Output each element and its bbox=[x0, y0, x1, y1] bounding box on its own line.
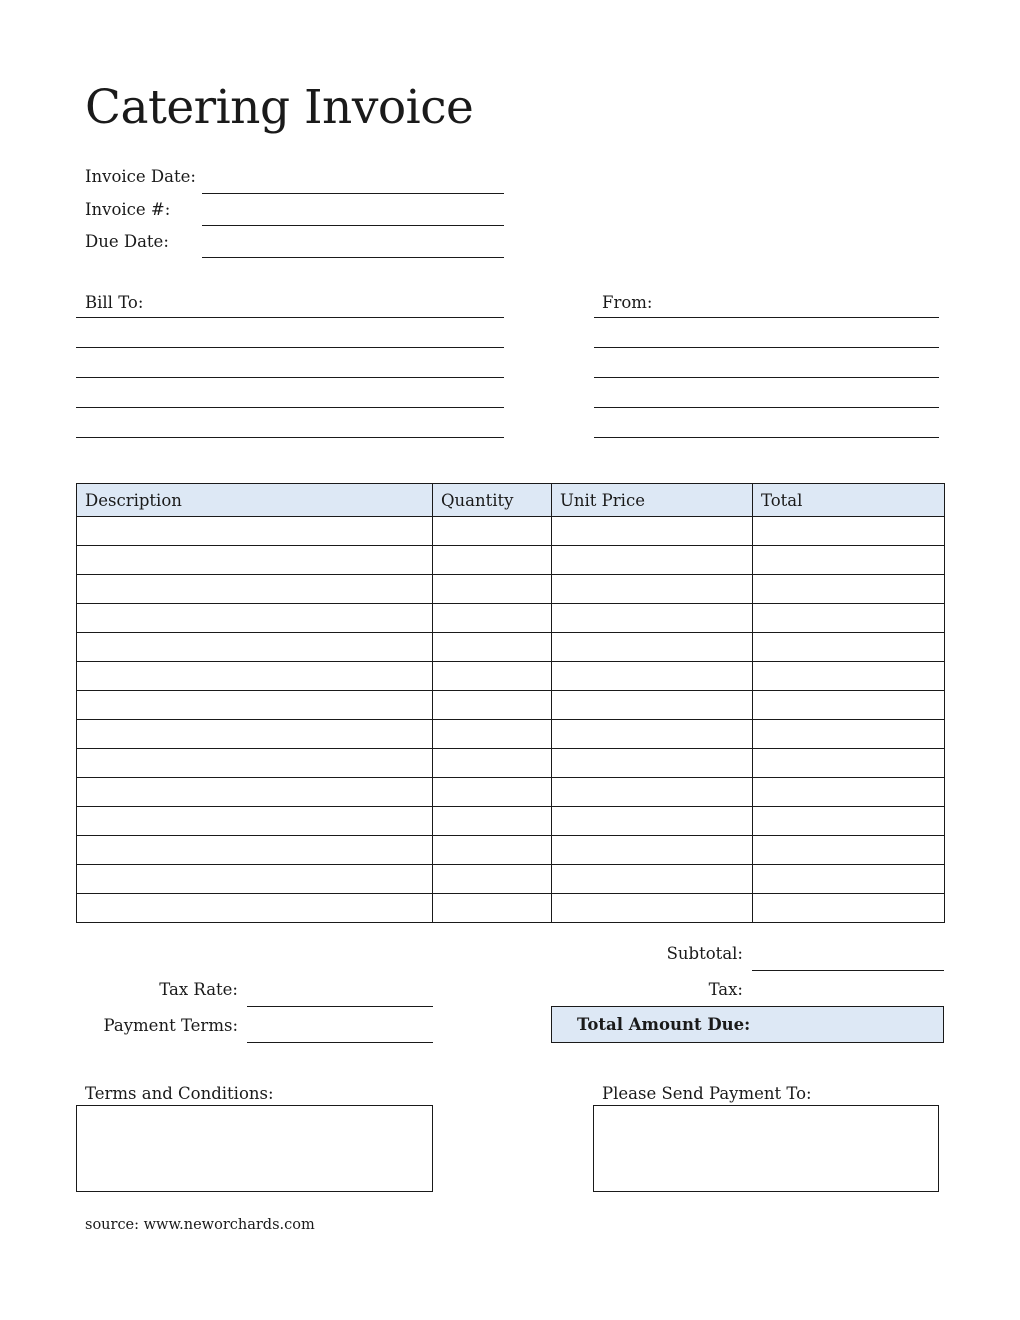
cell-description[interactable] bbox=[77, 575, 433, 604]
from-line-4[interactable] bbox=[594, 384, 939, 407]
cell-quantity[interactable] bbox=[433, 517, 552, 546]
bill-to-underline-3 bbox=[76, 377, 504, 378]
invoice-date-label: Invoice Date: bbox=[85, 167, 196, 186]
column-header-quantity: Quantity bbox=[433, 484, 552, 517]
table-row bbox=[77, 836, 945, 865]
cell-quantity[interactable] bbox=[433, 633, 552, 662]
tax-rate-field[interactable] bbox=[247, 982, 433, 1006]
bill-to-underline-1 bbox=[76, 317, 504, 318]
bill-to-line-3[interactable] bbox=[76, 354, 504, 377]
cell-unit-price[interactable] bbox=[552, 546, 753, 575]
cell-quantity[interactable] bbox=[433, 720, 552, 749]
tax-rate-underline bbox=[247, 1006, 433, 1007]
total-amount-due-box bbox=[551, 1006, 944, 1043]
invoice-number-field[interactable] bbox=[202, 202, 504, 225]
table-row bbox=[77, 749, 945, 778]
table-row bbox=[77, 517, 945, 546]
table-row bbox=[77, 575, 945, 604]
cell-total[interactable] bbox=[753, 633, 945, 662]
cell-description[interactable] bbox=[77, 894, 433, 923]
cell-description[interactable] bbox=[77, 517, 433, 546]
subtotal-field[interactable] bbox=[752, 946, 944, 970]
cell-quantity[interactable] bbox=[433, 575, 552, 604]
total-amount-due-label: Total Amount Due: bbox=[577, 1015, 751, 1034]
column-header-unit-price: Unit Price bbox=[552, 484, 753, 517]
tax-field[interactable] bbox=[752, 981, 944, 1005]
table-row bbox=[77, 865, 945, 894]
cell-unit-price[interactable] bbox=[552, 604, 753, 633]
cell-quantity[interactable] bbox=[433, 836, 552, 865]
from-underline-5 bbox=[594, 437, 939, 438]
from-line-2[interactable] bbox=[594, 324, 939, 347]
cell-total[interactable] bbox=[753, 720, 945, 749]
cell-quantity[interactable] bbox=[433, 662, 552, 691]
due-date-field[interactable] bbox=[202, 234, 504, 257]
cell-description[interactable] bbox=[77, 865, 433, 894]
cell-total[interactable] bbox=[753, 778, 945, 807]
bill-to-underline-5 bbox=[76, 437, 504, 438]
invoice-number-underline bbox=[202, 225, 504, 226]
bill-to-line-5[interactable] bbox=[76, 414, 504, 437]
invoice-date-underline bbox=[202, 193, 504, 194]
document-title: Catering Invoice bbox=[85, 80, 474, 135]
from-line-1[interactable] bbox=[655, 294, 939, 317]
due-date-underline bbox=[202, 257, 504, 258]
table-row bbox=[77, 546, 945, 575]
cell-total[interactable] bbox=[753, 575, 945, 604]
invoice-date-field[interactable] bbox=[202, 170, 504, 193]
cell-quantity[interactable] bbox=[433, 807, 552, 836]
bill-to-underline-4 bbox=[76, 407, 504, 408]
cell-description[interactable] bbox=[77, 546, 433, 575]
table-row bbox=[77, 691, 945, 720]
cell-total[interactable] bbox=[753, 894, 945, 923]
payment-terms-underline bbox=[247, 1042, 433, 1043]
bill-to-line-1[interactable] bbox=[150, 294, 504, 317]
cell-unit-price[interactable] bbox=[552, 894, 753, 923]
from-underline-1 bbox=[594, 317, 939, 318]
cell-total[interactable] bbox=[753, 662, 945, 691]
cell-total[interactable] bbox=[753, 517, 945, 546]
source-footer: source: www.neworchards.com bbox=[85, 1217, 315, 1233]
bill-to-line-4[interactable] bbox=[76, 384, 504, 407]
from-underline-2 bbox=[594, 347, 939, 348]
terms-textarea[interactable] bbox=[76, 1105, 433, 1192]
cell-description[interactable] bbox=[77, 604, 433, 633]
cell-total[interactable] bbox=[753, 865, 945, 894]
cell-unit-price[interactable] bbox=[552, 749, 753, 778]
cell-unit-price[interactable] bbox=[552, 691, 753, 720]
from-underline-4 bbox=[594, 407, 939, 408]
from-line-3[interactable] bbox=[594, 354, 939, 377]
cell-quantity[interactable] bbox=[433, 749, 552, 778]
cell-total[interactable] bbox=[753, 691, 945, 720]
cell-description[interactable] bbox=[77, 691, 433, 720]
table-row bbox=[77, 778, 945, 807]
cell-unit-price[interactable] bbox=[552, 807, 753, 836]
send-payment-label: Please Send Payment To: bbox=[602, 1084, 812, 1103]
cell-unit-price[interactable] bbox=[552, 662, 753, 691]
cell-quantity[interactable] bbox=[433, 778, 552, 807]
from-line-5[interactable] bbox=[594, 414, 939, 437]
cell-description[interactable] bbox=[77, 807, 433, 836]
invoice-number-label: Invoice #: bbox=[85, 200, 171, 219]
cell-description[interactable] bbox=[77, 836, 433, 865]
cell-description[interactable] bbox=[77, 720, 433, 749]
subtotal-underline bbox=[752, 970, 944, 971]
cell-unit-price[interactable] bbox=[552, 836, 753, 865]
cell-total[interactable] bbox=[753, 546, 945, 575]
table-header-row bbox=[77, 484, 945, 517]
tax-label: Tax: bbox=[708, 980, 743, 999]
payment-terms-label: Payment Terms: bbox=[103, 1016, 238, 1035]
terms-label: Terms and Conditions: bbox=[85, 1084, 274, 1103]
table-row bbox=[77, 807, 945, 836]
from-underline-3 bbox=[594, 377, 939, 378]
cell-quantity[interactable] bbox=[433, 546, 552, 575]
cell-quantity[interactable] bbox=[433, 865, 552, 894]
cell-description[interactable] bbox=[77, 662, 433, 691]
cell-unit-price[interactable] bbox=[552, 575, 753, 604]
due-date-label: Due Date: bbox=[85, 232, 169, 251]
send-payment-textarea[interactable] bbox=[593, 1105, 939, 1192]
tax-rate-label: Tax Rate: bbox=[159, 980, 238, 999]
table-row bbox=[77, 720, 945, 749]
payment-terms-field[interactable] bbox=[247, 1018, 433, 1042]
table-row bbox=[77, 633, 945, 662]
cell-unit-price[interactable] bbox=[552, 720, 753, 749]
cell-unit-price[interactable] bbox=[552, 865, 753, 894]
bill-to-label: Bill To: bbox=[85, 293, 144, 312]
table-row bbox=[77, 604, 945, 633]
bill-to-line-2[interactable] bbox=[76, 324, 504, 347]
cell-quantity[interactable] bbox=[433, 604, 552, 633]
cell-total[interactable] bbox=[753, 749, 945, 778]
cell-unit-price[interactable] bbox=[552, 517, 753, 546]
cell-total[interactable] bbox=[753, 836, 945, 865]
cell-unit-price[interactable] bbox=[552, 633, 753, 662]
cell-description[interactable] bbox=[77, 633, 433, 662]
bill-to-underline-2 bbox=[76, 347, 504, 348]
subtotal-label: Subtotal: bbox=[666, 944, 743, 963]
cell-description[interactable] bbox=[77, 778, 433, 807]
column-header-description: Description bbox=[77, 484, 433, 517]
cell-quantity[interactable] bbox=[433, 894, 552, 923]
from-label: From: bbox=[602, 293, 653, 312]
cell-unit-price[interactable] bbox=[552, 778, 753, 807]
cell-quantity[interactable] bbox=[433, 691, 552, 720]
cell-total[interactable] bbox=[753, 604, 945, 633]
table-body bbox=[77, 517, 945, 923]
total-amount-due-field[interactable] bbox=[752, 1013, 940, 1037]
cell-description[interactable] bbox=[77, 749, 433, 778]
column-header-total: Total bbox=[753, 484, 945, 517]
cell-total[interactable] bbox=[753, 807, 945, 836]
table-row bbox=[77, 662, 945, 691]
line-items-table bbox=[76, 483, 945, 923]
table-row bbox=[77, 894, 945, 923]
